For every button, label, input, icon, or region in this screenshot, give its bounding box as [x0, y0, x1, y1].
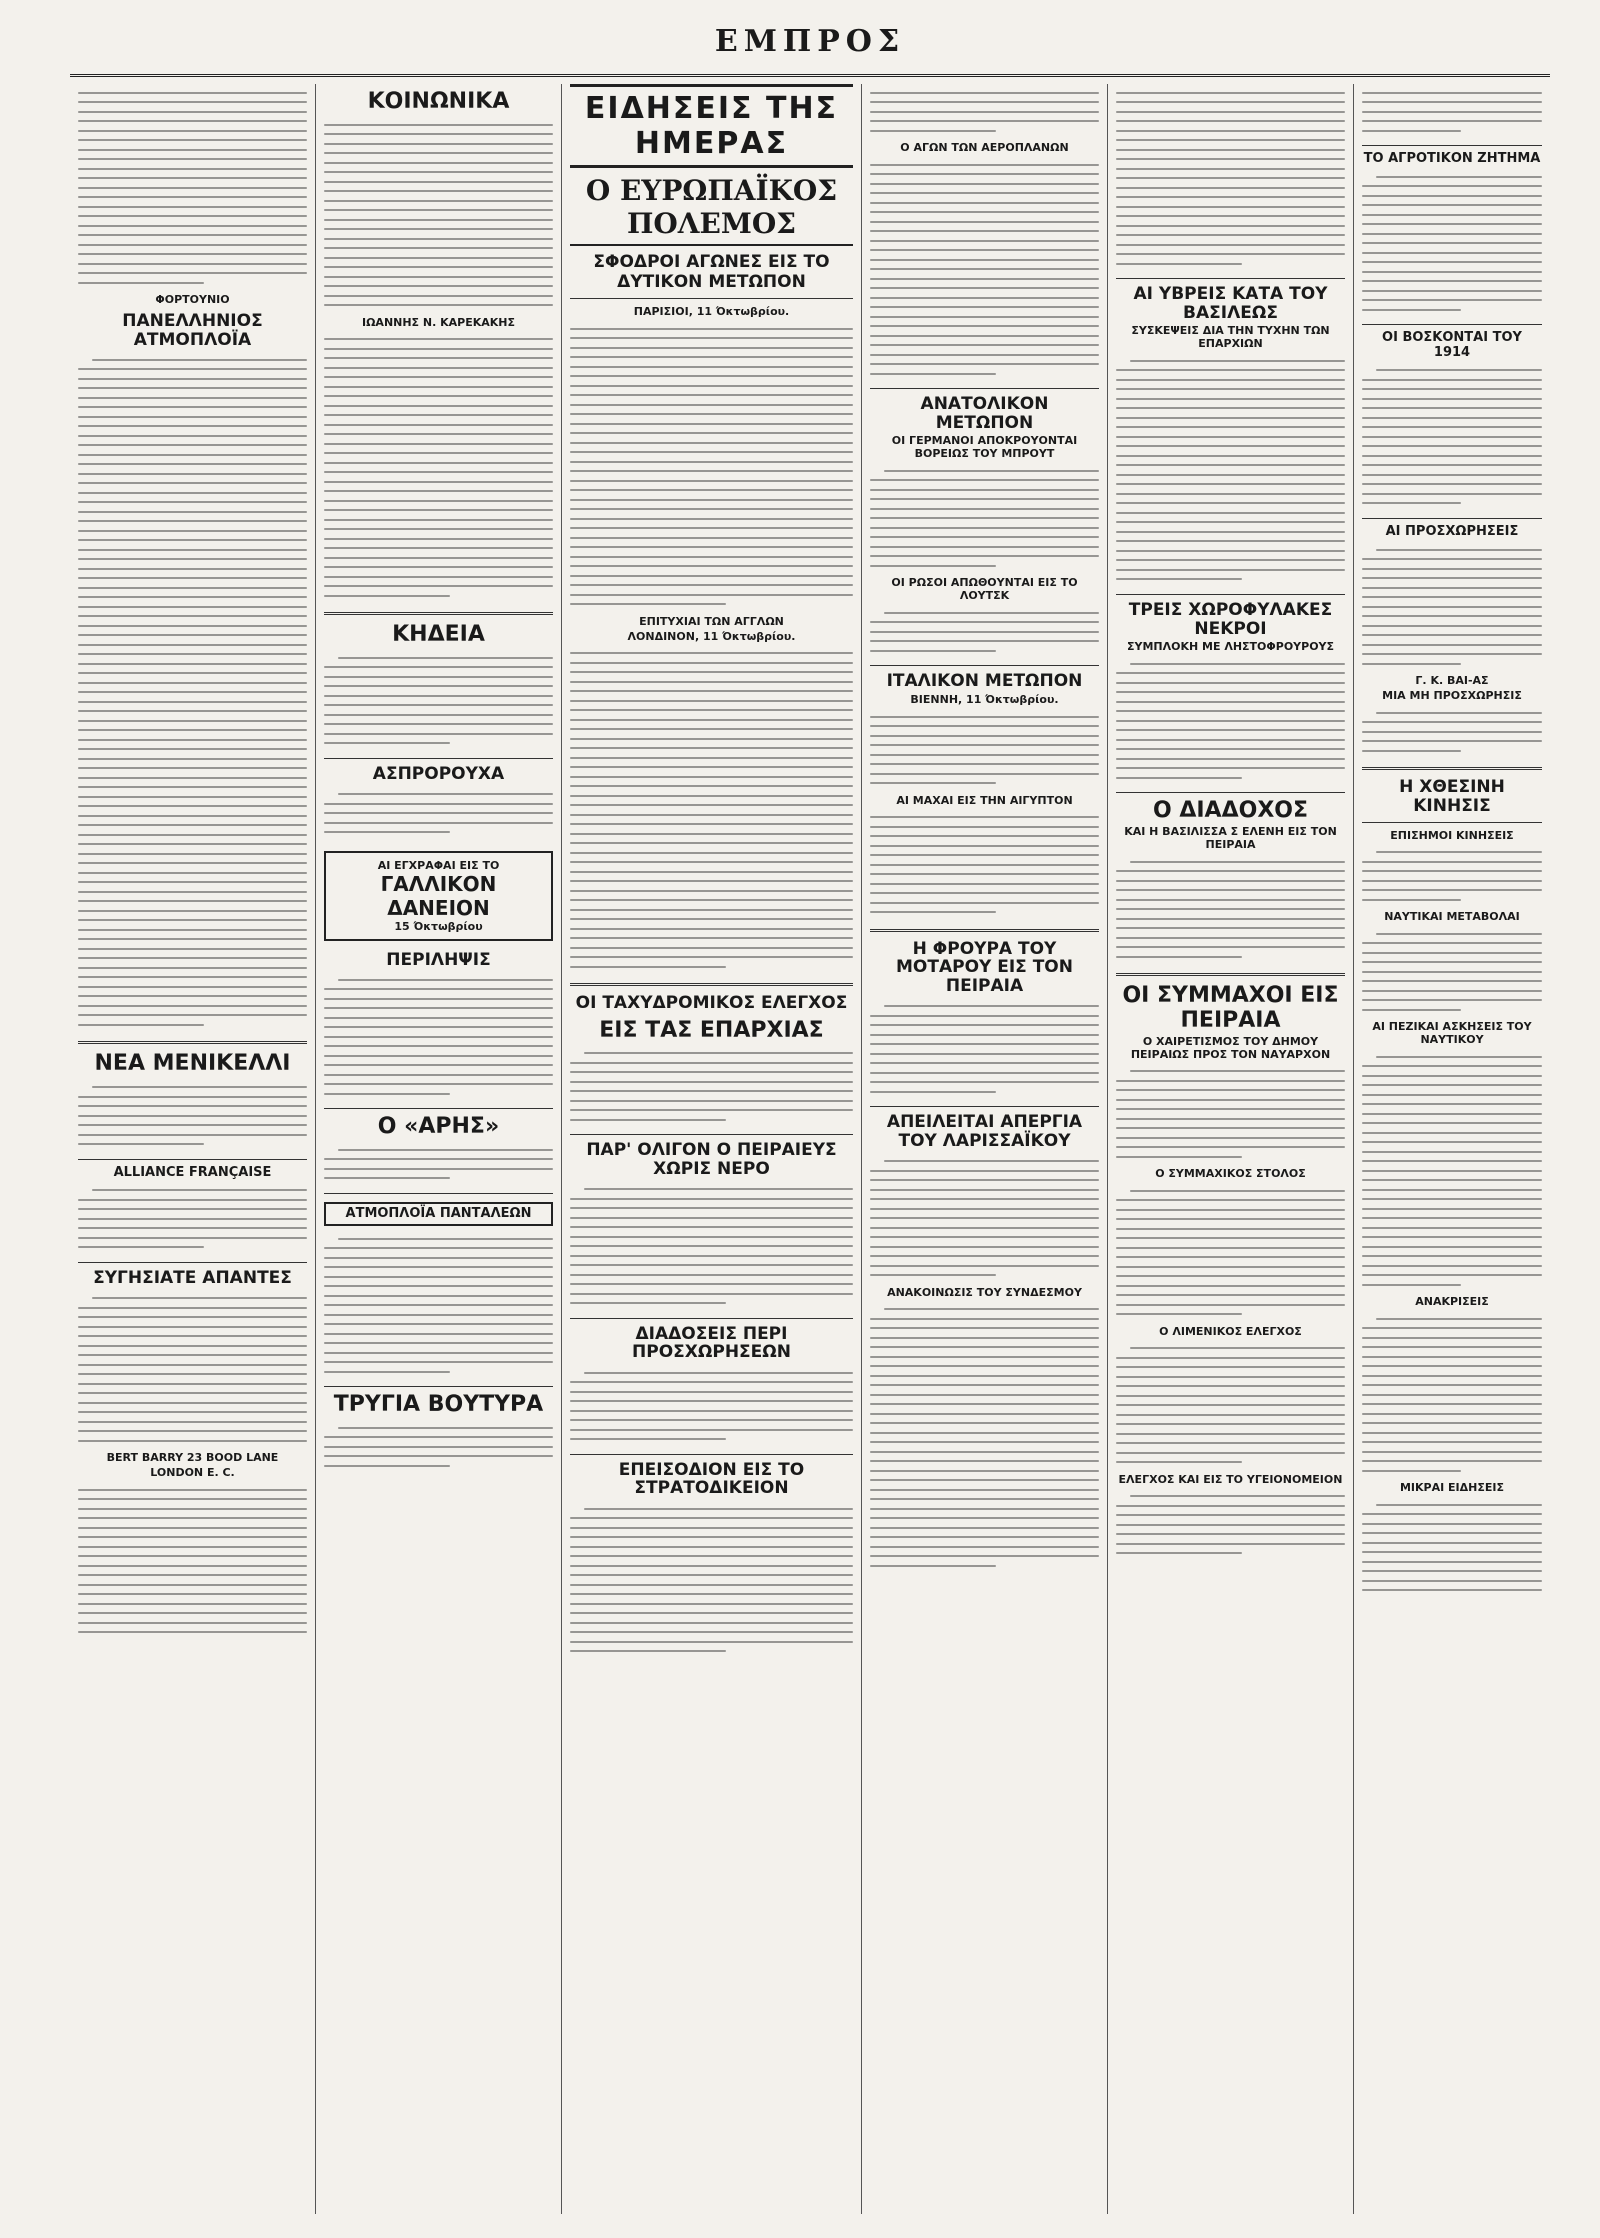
text-block	[570, 645, 853, 976]
text-block	[1362, 704, 1542, 759]
ad-date: 15 Όκτωβρίου	[394, 919, 483, 933]
text-block	[870, 462, 1099, 574]
subheading: ΕΠΙΣΗΜΟΙ ΚΙΝΗΣΕΙΣ	[1390, 828, 1514, 842]
deck-headline: ΣΦΟΔΡΟΙ ΑΓΩΝΕΣ ΕΙΣ ΤΟ ΔΥΤΙΚΟΝ ΜΕΤΩΠΟΝ	[593, 252, 830, 292]
text-block	[870, 809, 1099, 921]
headline: ΟΙ ΤΑΧΥΔΡΟΜΙΚΟΣ ΕΛΕΓΧΟΣ	[575, 993, 848, 1013]
headline: ΕΠΕΙΣΟΔΙΟΝ ΕΙΣ ΤΟ ΣΤΡΑΤΟΔΙΚΕΙΟΝ	[618, 1459, 805, 1499]
text-block	[870, 1153, 1099, 1284]
text-block	[78, 1290, 307, 1450]
signature: Γ. Κ. ΒΑΙ-ΑΣ	[1415, 674, 1489, 688]
headline: ΤΡΕΙΣ ΧΩΡΟΦΥΛΑΚΕΣ ΝΕΚΡΟΙ	[1128, 599, 1333, 639]
subheading: Ο ΛΙΜΕΝΙΚΟΣ ΕΛΕΓΧΟΣ	[1159, 1324, 1302, 1338]
subheading: ΜΙΚΡΑΙ ΕΙΔΗΣΕΙΣ	[1399, 1481, 1505, 1495]
headline: ΑΝΑΤΟΛΙΚΟΝ ΜΕΤΩΠΟΝ	[920, 394, 1049, 433]
text-block	[1362, 1496, 1542, 1599]
subheading: ΕΠΙΤΥΧΙΑΙ ΤΩΝ ΑΓΓΛΩΝ	[639, 614, 784, 628]
text-block	[324, 1141, 553, 1187]
text-block	[1362, 541, 1542, 672]
column-3	[562, 84, 862, 2214]
text-block	[78, 1182, 307, 1256]
headline: ΤΡΥΓΙΑ ΒΟΥΤΥΡΑ	[333, 1392, 544, 1418]
text-block	[1116, 853, 1345, 965]
text-block	[1362, 362, 1542, 512]
headline: ΣΥΓΗΣΙΑΤΕ ΑΠΑΝΤΕΣ	[93, 1267, 292, 1288]
subheading: Ο ΣΥΜΜΑΧΙΚΟΣ ΣΤΟΛΟΣ	[1155, 1167, 1306, 1181]
headline: ΙΤΑΛΙΚΟΝ ΜΕΤΩΠΟΝ	[886, 671, 1083, 692]
section-title: ΕΙΔΗΣΕΙΣ ΤΗΣ ΗΜΕΡΑΣ	[584, 91, 839, 161]
text-block	[570, 1181, 853, 1312]
subheading: ΚΑΙ Η ΒΑΣΙΛΙΣΣΑ Σ ΕΛΕΝΗ ΕΙΣ ΤΟΝ ΠΕΙΡΑΙΑ	[1124, 825, 1337, 852]
address-line: BERT BARRY 23 BOOD LANE	[106, 1451, 279, 1465]
text-block	[324, 649, 553, 752]
text-block	[78, 1079, 307, 1153]
headline: ΤΟ ΑΓΡΟΤΙΚΟΝ ΖΗΤΗΜΑ	[1363, 151, 1541, 166]
newspaper-page	[70, 14, 1550, 2224]
headline: ΚΟΙΝΩΝΙΚΑ	[367, 89, 510, 114]
subheading: ΣΥΣΚΕΨΕΙΣ ΔΙΑ ΤΗΝ ΤΥΧΗΝ ΤΩΝ ΕΠΑΡΧΙΩΝ	[1131, 324, 1330, 351]
column-1	[70, 84, 316, 2214]
subheading: ΜΙΑ ΜΗ ΠΡΟΣΧΩΡΗΣΙΣ	[1382, 689, 1522, 703]
text-block	[324, 331, 553, 605]
text-block	[870, 84, 1099, 139]
text-block	[1116, 1063, 1345, 1166]
dateline: ΠΑΡΙΣΙΟΙ, 11 Όκτωβρίου.	[633, 305, 790, 318]
headline: Ο «ΑΡΗΣ»	[377, 1114, 500, 1140]
text-block	[870, 156, 1099, 382]
headline: ΟΙ ΣΥΜΜΑΧΟΙ ΕΙΣ ΠΕΙΡΑΙΑ	[1122, 983, 1339, 1033]
headline: ΑΙ ΥΒΡΕΙΣ ΚΑΤΑ ΤΟΥ ΒΑΣΙΛΕΩΣ	[1133, 284, 1328, 323]
text-block	[870, 998, 1099, 1101]
text-block	[1362, 925, 1542, 1018]
column-6	[1354, 84, 1550, 2214]
text-block	[570, 1500, 853, 1660]
subheading: Ο ΑΓΩΝ ΤΩΝ ΑΕΡΟΠΛΑΝΩΝ	[900, 141, 1069, 154]
headline: ΔΙΑΔΟΣΕΙΣ ΠΕΡΙ ΠΡΟΣΧΩΡΗΣΕΩΝ	[632, 1323, 791, 1363]
headline: ALLIANCE FRANÇAISE	[113, 1164, 272, 1180]
text-block	[1116, 1488, 1345, 1562]
text-block	[78, 351, 307, 1033]
headline: Ο ΔΙΑΔΟΧΟΣ	[1152, 798, 1309, 824]
subheading: ΑΙ ΠΕΖΙΚΑΙ ΑΣΚΗΣΕΙΣ ΤΟΥ ΝΑΥΤΙΚΟΥ	[1372, 1020, 1532, 1047]
subheading: ΑΙ ΜΑΧΑΙ ΕΙΣ ΤΗΝ ΑΙΓΥΠΤΟΝ	[896, 793, 1073, 807]
text-block	[324, 1419, 553, 1474]
subheading: ΑΝΑΚΟΙΝΩΣΙΣ ΤΟΥ ΣΥΝΔΕΣΜΟΥ	[887, 1285, 1082, 1299]
headline: ΑΠΕΙΛΕΙΤΑΙ ΑΠΕΡΓΙΑ ΤΟΥ ΛΑΡΙΣΣΑΪΚΟΥ	[886, 1112, 1083, 1151]
text-block	[570, 320, 853, 613]
text-block	[870, 708, 1099, 792]
masthead	[70, 14, 1550, 77]
subheading: ΑΝΑΚΡΙΣΕΙΣ	[1415, 1295, 1489, 1309]
headline: Η ΧΘΕΣΙΝΗ ΚΙΝΗΣΙΣ	[1399, 777, 1505, 816]
headline: Η ΦΡΟΥΡΑ ΤΟΥ ΜΟΤΑΡΟΥ ΕΙΣ ΤΟΝ ΠΕΙΡΑΙΑ	[895, 938, 1073, 996]
text-block	[1362, 1048, 1542, 1293]
text-block	[1116, 1340, 1345, 1471]
subheading: ΣΥΜΠΛΟΚΗ ΜΕ ΛΗΣΤΟΦΡΟΥΡΟΥΣ	[1126, 640, 1335, 654]
subheading: Ο ΧΑΙΡΕΤΙΣΜΟΣ ΤΟΥ ΔΗΜΟΥ ΠΕΙΡΑΙΩΣ ΠΡΟΣ ΤΟΝ ΝΑΥΑΡΧΟΝ	[1130, 1034, 1331, 1061]
text-block	[1116, 84, 1345, 272]
text-block	[1116, 1182, 1345, 1323]
text-block	[78, 1481, 307, 1641]
headline: ΠΑΝΕΛΛΗΝΙΟΣ ΑΤΜΟΠΛΟΪΑ	[122, 311, 263, 350]
dateline: ΛΟΝΔΙΝΟΝ, 11 Όκτωβρίου.	[627, 629, 796, 643]
text-block	[78, 84, 307, 291]
column-2	[316, 84, 562, 2214]
name-line: ΙΩΑΝΝΗΣ Ν. ΚΑΡΕΚΑΚΗΣ	[361, 315, 516, 329]
text-block	[1116, 352, 1345, 588]
text-block	[870, 1301, 1099, 1575]
headline: ΠΑΡ' ΟΛΙΓΟΝ Ο ΠΕΙΡΑΙΕΥΣ ΧΩΡΙΣ ΝΕΡΟ	[586, 1140, 837, 1180]
text-block	[1362, 844, 1542, 909]
address-line: LONDON E. C.	[150, 1466, 235, 1480]
headline: ΟΙ ΒΟΣΚΟΝΤΑΙ ΤΟΥ 1914	[1382, 330, 1522, 360]
headline: ΑΙ ΠΡΟΣΧΩΡΗΣΕΙΣ	[1385, 523, 1519, 539]
headline: ΑΣΠΡΟΡΟΥΧΑ	[372, 763, 505, 784]
text-block	[324, 786, 553, 841]
headline: ΠΕΡΙΛΗΨΙΣ	[386, 949, 491, 970]
text-block	[324, 971, 553, 1102]
dateline: ΒΙΕΝΝΗ, 11 Όκτωβρίου.	[910, 693, 1059, 707]
column-5	[1108, 84, 1354, 2214]
text-block	[1362, 168, 1542, 318]
text-block	[870, 604, 1099, 659]
headline: ΝΕΑ ΜΕΝΙΚΕΛΛΙ	[94, 1051, 291, 1077]
newspaper-title: ΕΜΠΡΟΣ	[714, 24, 906, 59]
loan-advertisement	[324, 851, 553, 941]
text-block	[1116, 655, 1345, 786]
text-block	[570, 1045, 853, 1129]
main-headline: Ο ΕΥΡΩΠΑΪΚΟΣ ΠΟΛΕΜΟΣ	[570, 174, 853, 246]
section-banner	[570, 84, 853, 168]
ad-title: ΓΑΛΛΙΚΟΝ ΔΑΝΕΙΟΝ	[380, 871, 497, 920]
section-tag: ΦΟΡΤΟΥΝΙΟ	[155, 293, 230, 306]
text-block	[324, 1230, 553, 1380]
subheading: ΟΙ ΡΩΣΟΙ ΑΠΩΘΟΥΝΤΑΙ ΕΙΣ ΤΟ ΛΟΥΤΣΚ	[891, 576, 1078, 603]
subheading: ΝΑΥΤΙΚΑΙ ΜΕΤΑΒΟΛΑΙ	[1384, 910, 1520, 924]
text-block	[570, 1364, 853, 1448]
columns	[70, 84, 1550, 2214]
subheading: ΟΙ ΓΕΡΜΑΝΟΙ ΑΠΟΚΡΟΥΟΝΤΑΙ ΒΟΡΕΙΩΣ ΤΟΥ ΜΠΡΟΥΤ	[891, 434, 1078, 461]
text-block	[1362, 84, 1542, 139]
ad-line: ΑΙ ΕΓΧΡΑΦΑΙ ΕΙΣ ΤΟ	[377, 858, 500, 872]
headline: ΚΗΔΕΙΑ	[392, 622, 485, 648]
text-block	[324, 116, 553, 314]
text-block	[1362, 1310, 1542, 1479]
headline: ΕΙΣ ΤΑΣ ΕΠΑΡΧΙΑΣ	[599, 1017, 824, 1043]
headline: ΑΤΜΟΠΛΟΪΑ ΠΑΝΤΑΛΕΩΝ	[324, 1202, 553, 1226]
column-4	[862, 84, 1108, 2214]
subheading: ΕΛΕΓΧΟΣ ΚΑΙ ΕΙΣ ΤΟ ΥΓΕΙΟΝΟΜΕΙΟΝ	[1118, 1472, 1343, 1486]
